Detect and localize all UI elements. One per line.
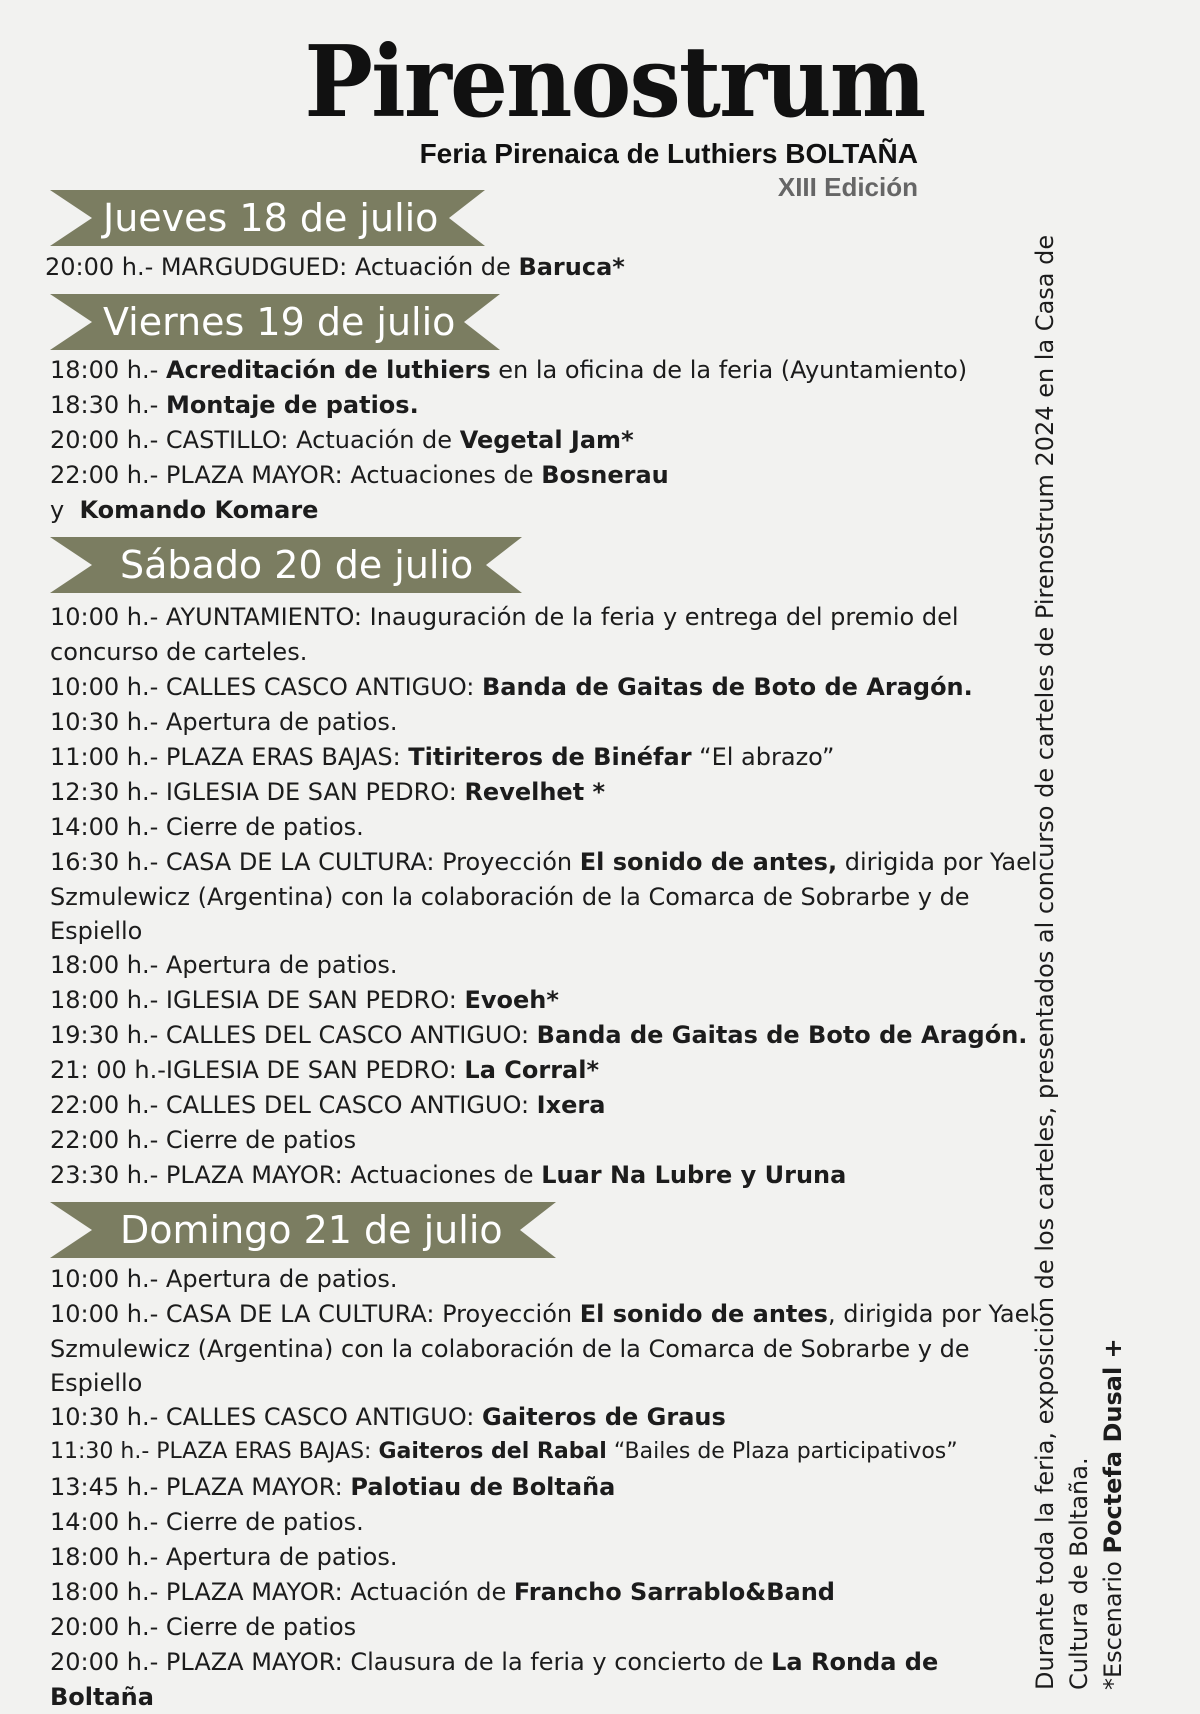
event-row [50,810,1040,845]
event-time: 10:00 h.- [50,603,159,631]
event-text: MARGUDGUED: Actuación de [153,253,519,281]
event-row [50,353,1040,388]
event-time: 10:00 h.- [50,673,159,701]
event-time: 16:30 h.- [50,848,159,876]
event-text: PLAZA ERAS BAJAS: [149,1439,379,1464]
event-time: 22:00 h.- [50,461,159,489]
event-time: 10:30 h.- [50,708,159,736]
event-text: CASTILLO: Actuación de [158,426,460,454]
event-highlight: Komando Komare [79,496,319,524]
event-highlight: Palotiau de Boltaña [350,1473,616,1501]
event-text-after: en la oficina de la feria (Ayuntamiento) [490,356,968,384]
event-text-after: “El abrazo” [691,743,835,771]
event-text: Cierre de patios. [158,1508,364,1536]
event-text: PLAZA MAYOR: Clausura de la feria y concierto de [158,1648,772,1676]
event-row [50,845,1040,949]
event-row [50,1435,1040,1470]
event-time: 22:00 h.- [50,1126,159,1154]
event-row [50,600,1040,669]
event-text: CALLES DEL CASCO ANTIGUO: [158,1021,537,1049]
event-row [50,1505,1040,1540]
day-banner-label: Domingo 21 de julio [120,1208,503,1252]
event-time: 11:30 h.- [50,1439,150,1464]
event-time: y [50,496,65,524]
day-banner-label: Jueves 18 de julio [103,196,439,240]
event-text: CALLES DEL CASCO ANTIGUO: [158,1091,537,1119]
event-highlight: Francho Sarrablo&Band [513,1578,835,1606]
event-row [50,705,1040,740]
event-highlight: Gaiteros del Rabal [378,1439,607,1464]
event-highlight: Luar Na Lubre y Uruna [541,1161,847,1189]
event-row [50,1158,1040,1193]
event-text: Cierre de patios. [158,813,364,841]
event-highlight: Revelhet * [464,778,606,806]
event-text: AYUNTAMIENTO: Inauguración de la feria y entrega del premio del concurso de carteles. [50,603,959,666]
event-row [50,493,1040,528]
event-time: 18:00 h.- [50,986,159,1014]
event-row [50,1123,1040,1158]
event-highlight: La Ronda de Boltaña [50,1648,939,1711]
event-text: CALLES CASCO ANTIGUO: [158,673,483,701]
event-text: IGLESIA DE SAN PEDRO: [158,986,465,1014]
event-text: PLAZA MAYOR: [158,1473,351,1501]
event-row [50,1645,1040,1714]
event-text: PLAZA ERAS BAJAS: [158,743,409,771]
side-note [1028,170,1130,1690]
event-row [50,740,1040,775]
event-highlight: La Corral* [464,1056,600,1084]
event-time: 20:00 h.- [50,426,159,454]
edition: XIII Edición [777,172,918,202]
event-row [50,423,1040,458]
event-text: Cierre de patios [158,1613,357,1641]
event-text: Apertura de patios. [158,951,398,979]
event-time: 21: 00 h.- [50,1056,166,1084]
event-text: PLAZA MAYOR: Actuaciones de [158,461,542,489]
event-time: 22:00 h.- [50,1091,159,1119]
subtitle: Feria Pirenaica de Luthiers BOLTAÑA [419,138,918,169]
side-note-sponsor [1096,170,1130,1690]
event-text-after: , dirigida por Yael Szmulewicz (Argentina) con la colaboración de la Comarca de Sobrarbe y de Espiello [50,1300,1037,1398]
day-banner-label: Sábado 20 de julio [120,543,474,587]
event-highlight: Gaiteros de Graus [482,1403,726,1431]
event-row [50,1088,1040,1123]
event-highlight: El sonido de antes [579,1300,828,1328]
event-highlight: Baruca* [518,253,625,281]
event-text: PLAZA MAYOR: Actuaciones de [158,1161,542,1189]
event-text: CASA DE LA CULTURA: Proyección [158,848,580,876]
event-row [50,1470,1040,1505]
event-text: IGLESIA DE SAN PEDRO: [158,778,465,806]
event-row [50,775,1040,810]
event-text: PLAZA MAYOR: Actuación de [158,1578,514,1606]
event-time: 20:00 h.- [45,253,154,281]
event-time: 20:00 h.- [50,1613,159,1641]
event-highlight: Titiriteros de Binéfar [408,743,692,771]
event-time: 10:00 h.- [50,1265,159,1293]
event-text-after: dirigida por Yael Szmulewicz (Argentina) con la colaboración de la Comarca de Sobrarbe y de Espiello [50,848,1038,946]
event-text: Cierre de patios [158,1126,357,1154]
event-time: 11:00 h.- [50,743,159,771]
event-text: IGLESIA DE SAN PEDRO: [165,1056,465,1084]
event-highlight: Bosnerau [541,461,669,489]
event-text: CASA DE LA CULTURA: Proyección [158,1300,580,1328]
event-text: CALLES CASCO ANTIGUO: [158,1403,483,1431]
sponsor-name: Poctefa Dusal + [1099,1338,1127,1554]
event-text [64,496,79,524]
event-row [50,1297,1040,1401]
event-time: 10:30 h.- [50,1403,159,1431]
event-time: 18:00 h.- [50,356,159,384]
event-text: Apertura de patios. [158,708,398,736]
event-time: 13:45 h.- [50,1473,159,1501]
logo-title: Pirenostrum [304,25,925,140]
event-highlight: Banda de Gaitas de Boto de Aragón. [482,673,973,701]
event-time: 10:00 h.- [50,1300,159,1328]
event-time: 14:00 h.- [50,813,159,841]
event-row [50,983,1040,1018]
event-text: Apertura de patios. [158,1265,398,1293]
day-banner-label: Viernes 19 de julio [103,300,456,344]
event-row [50,1053,1040,1088]
event-row [50,670,1040,705]
event-time: 23:30 h.- [50,1161,159,1189]
event-time: 14:00 h.- [50,1508,159,1536]
event-row [50,458,1040,493]
event-row [50,1018,1040,1053]
event-time: 12:30 h.- [50,778,159,806]
event-time: 18:30 h.- [50,391,159,419]
event-highlight: Acreditación de luthiers [165,356,491,384]
event-text: Apertura de patios. [158,1543,398,1571]
event-time: 18:00 h.- [50,1578,159,1606]
event-highlight: Evoeh* [464,986,559,1014]
event-row [50,1610,1040,1645]
event-highlight: Banda de Gaitas de Boto de Aragón. [536,1021,1028,1049]
sponsor-prefix: *Escenario [1099,1553,1127,1690]
event-highlight: Ixera [536,1091,606,1119]
event-row [45,250,1035,285]
side-note-line: Durante toda la feria, exposición de los carteles, presentados al concurso de carteles de Pirenostrum 2024 en la Casa de [1031,234,1059,1690]
event-row [50,1540,1040,1575]
event-row [50,1400,1040,1435]
event-highlight: El sonido de antes, [579,848,838,876]
event-row [50,948,1040,983]
event-row [50,388,1040,423]
event-time: 19:30 h.- [50,1021,159,1049]
event-row [50,1262,1040,1297]
event-text-after: “Bailes de Plaza participativos” [606,1439,958,1464]
side-note-line: Cultura de Boltaña. [1065,1457,1093,1690]
event-highlight: Vegetal Jam* [459,426,634,454]
event-row [50,1575,1040,1610]
event-highlight: Montaje de patios. [165,391,419,419]
event-time: 18:00 h.- [50,951,159,979]
event-time: 18:00 h.- [50,1543,159,1571]
event-text [158,391,166,419]
event-time: 20:00 h.- [50,1648,159,1676]
event-text [158,356,166,384]
header [0,0,1200,210]
